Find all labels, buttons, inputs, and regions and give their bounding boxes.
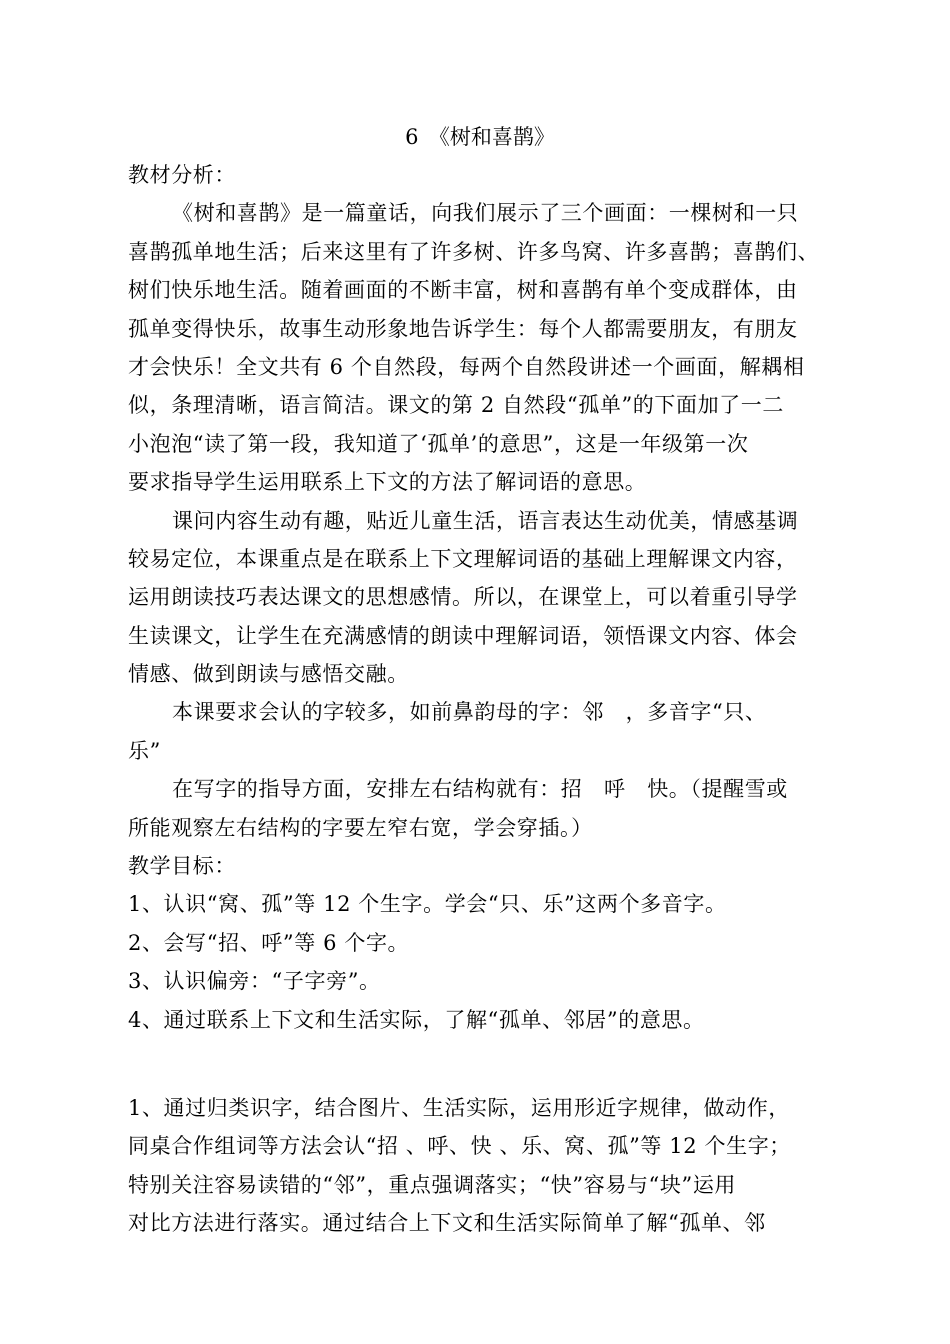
text-line: 《树和喜鹊》是一篇童话，向我们展示了三个画面：一棵树和一只 [172,201,799,226]
text-line: 树们快乐地生活。随着画面的不断丰富，树和喜鹊有单个变成群体，由 [128,278,798,303]
paragraph-2 [128,502,828,694]
text-line: 喜鹊孤单地生活；后来这里有了许多树、许多鸟窝、许多喜鹊；喜鹊们、 [128,239,820,264]
text-line: 才会快乐！全文共有 6 个自然段，每两个自然段讲述一个画面，解耦相 [128,354,805,379]
text-line: 小泡泡“读了第一段，我知道了‘孤单’的意思”，这是一年级第一次 [128,431,749,456]
text-line: 要求指导学生运用联系上下文的方法了解词语的意思。 [128,470,647,495]
text-line: 课问内容生动有趣，贴近儿童生活，语言表达生动优美，情感基调 [172,508,799,533]
paragraph-1 [128,194,828,501]
text-line: 在写字的指导方面，安排左右结构就有：招 呼 快。（提醒雪或 [172,777,788,802]
text-line: 同桌合作组词等方法会认“招 、呼、快 、乐、窝、孤”等 12 个生字； [128,1134,791,1159]
blank-line [128,1039,828,1089]
text-line: 乐” [128,738,161,763]
document-page [128,118,828,1243]
text-line: 孤单变得快乐，故事生动形象地告诉学生：每个人都需要朋友，有朋友 [128,316,798,341]
text-line: 运用朗读技巧表达课文的思想感情。所以，在课堂上，可以着重引导学 [128,585,798,610]
document-title: 6 《树和喜鹊》 [405,125,555,149]
paragraph-5 [128,1089,828,1243]
text-line: 生读课文，让学生在充满感情的朗读中理解词语，领悟课文内容、体会 [128,623,798,648]
section-heading-goals: 教学目标： [128,854,236,879]
section-heading-analysis: 教材分析： [128,163,236,187]
list-item: 2、会写“招、呼”等 6 个字。 [128,930,410,955]
paragraph-4 [128,770,828,847]
text-line: 对比方法进行落实。通过结合上下文和生活实际简单了解“孤单、邻 [128,1211,766,1236]
text-line: 似，条理清晰，语言简洁。课文的第 2 自然段“孤单”的下面加了一二 [128,393,784,418]
list-item: 3、认识偏旁：“子字旁”。 [128,969,381,994]
list-item: 1、认识“窝、孤”等 12 个生字。学会“只、乐”这两个多音字。 [128,892,727,917]
text-line: 所能观察左右结构的字要左窄右宽，学会穿插。） [128,815,593,840]
text-line: 较易定位，本课重点是在联系上下文理解词语的基础上理解课文内容， [128,546,798,571]
list-item: 4、通过联系上下文和生活实际，了解“孤单、邻居”的意思。 [128,1007,705,1032]
paragraph-3 [128,693,828,770]
text-line: 特别关注容易读错的“邻”，重点强调落实；“快”容易与“块”运用 [128,1172,737,1197]
goals-list [128,885,828,1039]
text-line: 情感、做到朗读与感悟交融。 [128,662,409,687]
text-line: 1、通过归类识字，结合图片、生活实际，运用形近字规律，做动作， [128,1095,790,1120]
text-line: 本课要求会认的字较多，如前鼻韵母的字：邻 ，多音字“只、 [172,700,767,725]
